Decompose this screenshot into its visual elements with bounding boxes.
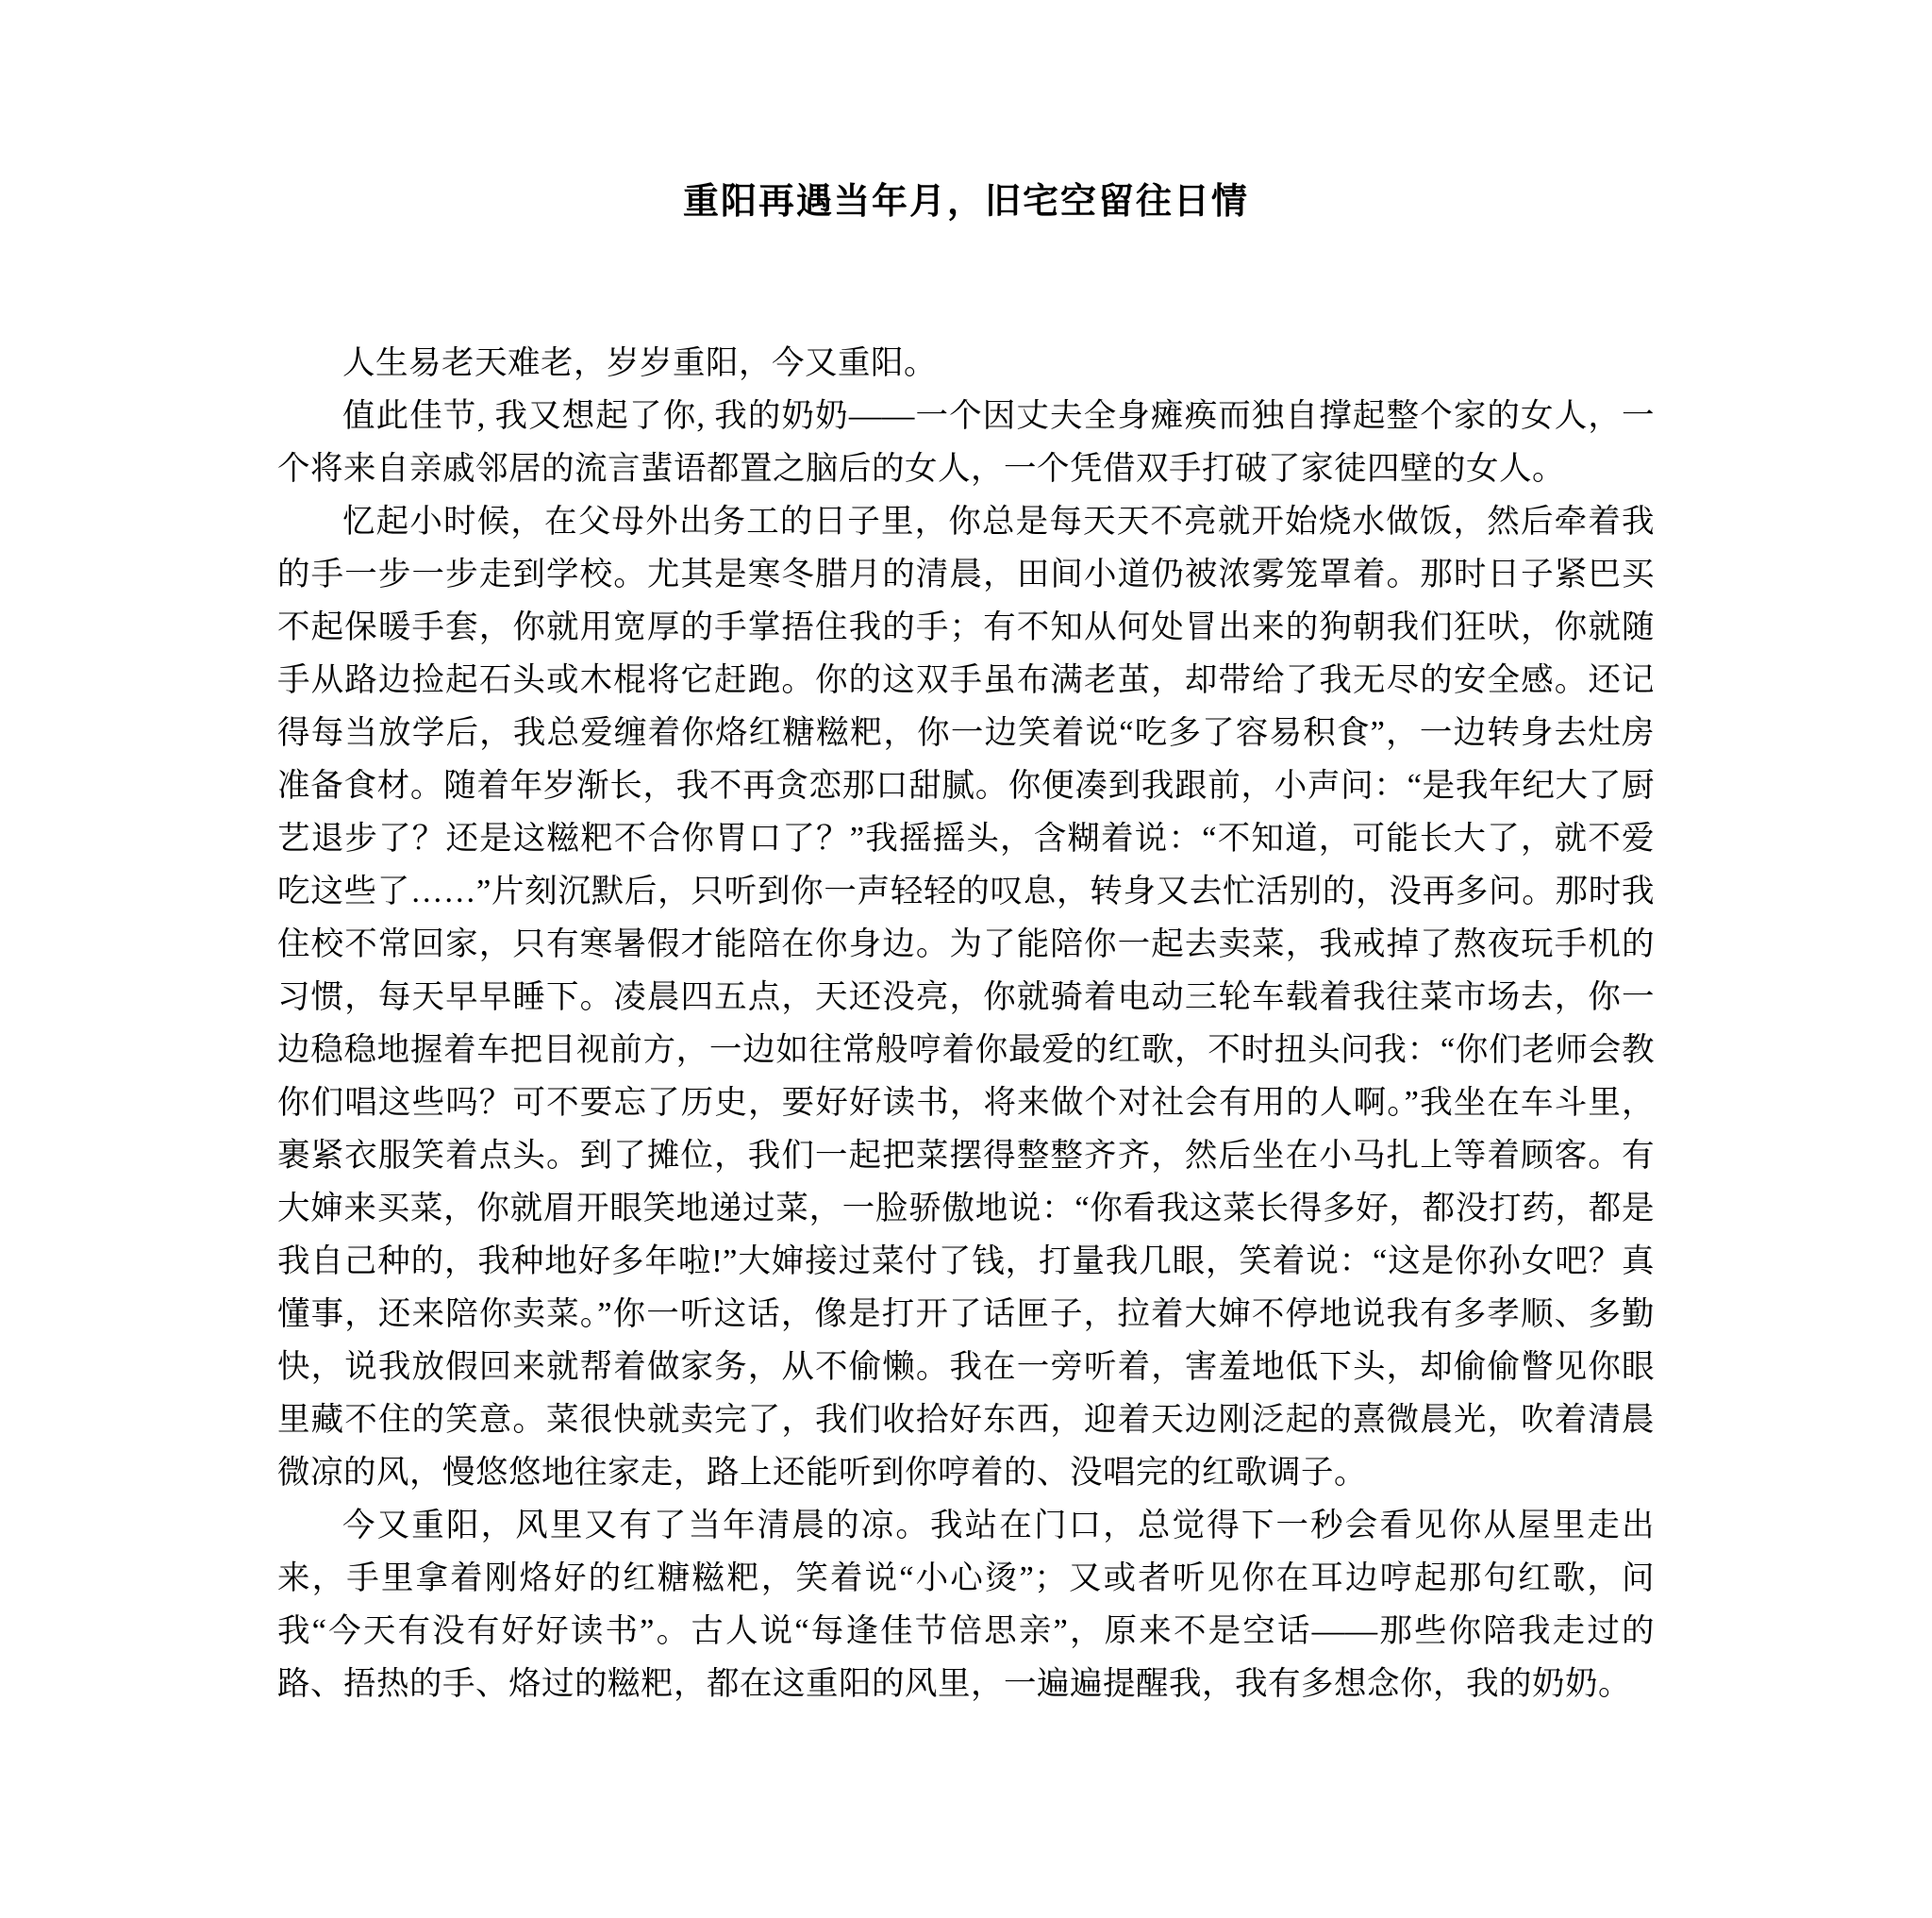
paragraph: 今又重阳，风里又有了当年清晨的凉。我站在门口，总觉得下一秒会看见你从屋里走出来，手里拿着刚烙好的红糖糍粑，笑着说“小心烫”；又或者听见你在耳边哼起那句红歌，问我“今天有没有好好读书”。古人说“每逢佳节倍思亲”，原来不是空话——那些你陪我走过的路、捂热的手、烙过的糍粑，都在这重阳的风里，一遍遍提醒我，我有多想念你，我的奶奶。 — [277, 1508, 1655, 1702]
paragraph: 值此佳节, 我又想起了你, 我的奶奶——一个因丈夫全身瘫痪而独自撑起整个家的女人，一个将来自亲戚邻居的流言蜚语都置之脑后的女人，一个凭借双手打破了家徒四壁的女人。 — [277, 398, 1655, 487]
document-body — [277, 224, 1655, 1710]
page-title: 重阳再遇当年月，旧宅空留往日情 — [682, 182, 1249, 222]
paragraph: 人生易老天难老，岁岁重阳，今又重阳。 — [342, 345, 937, 381]
paragraph: 忆起小时候，在父母外出务工的日子里，你总是每天天不亮就开始烧水做饭，然后牵着我的手一步一步走到学校。尤其是寒冬腊月的清晨，田间小道仍被浓雾笼罩着。那时日子紧巴买不起保暖手套，你就用宽厚的手掌捂住我的手；有不知从何处冒出来的狗朝我们狂吠，你就随手从路边捡起石头或木棍将它赶跑。你的这双手虽布满老茧，却带给了我无尽的安全感。还记得每当放学后，我总爱缠着你烙红糖糍粑，你一边笑着说“吃多了容易积食”，一边转身去灶房准备食材。随着年岁渐长，我不再贪恋那口甜腻。你便凑到我跟前，小声问：“是我年纪大了厨艺退步了？还是这糍粑不合你胃口了？”我摇摇头，含糊着说：“不知道，可能长大了，就不爱吃这些了……”片刻沉默后，只听到你一声轻轻的叹息，转身又去忙活别的，没再多问。那时我住校不常回家，只有寒暑假才能陪在你身边。为了能陪你一起去卖菜，我戒掉了熬夜玩手机的习惯，每天早早睡下。凌晨四五点，天还没亮，你就骑着电动三轮车载着我往菜市场去，你一边稳稳地握着车把目视前方，一边如往常般哼着你最爱的红歌，不时扭头问我：“你们老师会教你们唱这些吗？可不要忘了历史，要好好读书，将来做个对社会有用的人啊。”我坐在车斗里，裹紧衣服笑着点头。到了摊位，我们一起把菜摆得整整齐齐，然后坐在小马扎上等着顾客。有大婶来买菜，你就眉开眼笑地递过菜，一脸骄傲地说：“你看我这菜长得多好，都没打药，都是我自己种的，我种地好多年啦!”大婶接过菜付了钱，打量我几眼，笑着说：“这是你孙女吧？真懂事，还来陪你卖菜。”你一听这话，像是打开了话匣子，拉着大婶不停地说我有多孝顺、多勤快，说我放假回来就帮着做家务，从不偷懒。我在一旁听着，害羞地低下头，却偷偷瞥见你眼里藏不住的笑意。菜很快就卖完了，我们收拾好东西，迎着天边刚泛起的熹微晨光，吹着清晨微凉的风，慢悠悠地往家走，路上还能听到你哼着的、没唱完的红歌调子。 — [277, 504, 1655, 1491]
